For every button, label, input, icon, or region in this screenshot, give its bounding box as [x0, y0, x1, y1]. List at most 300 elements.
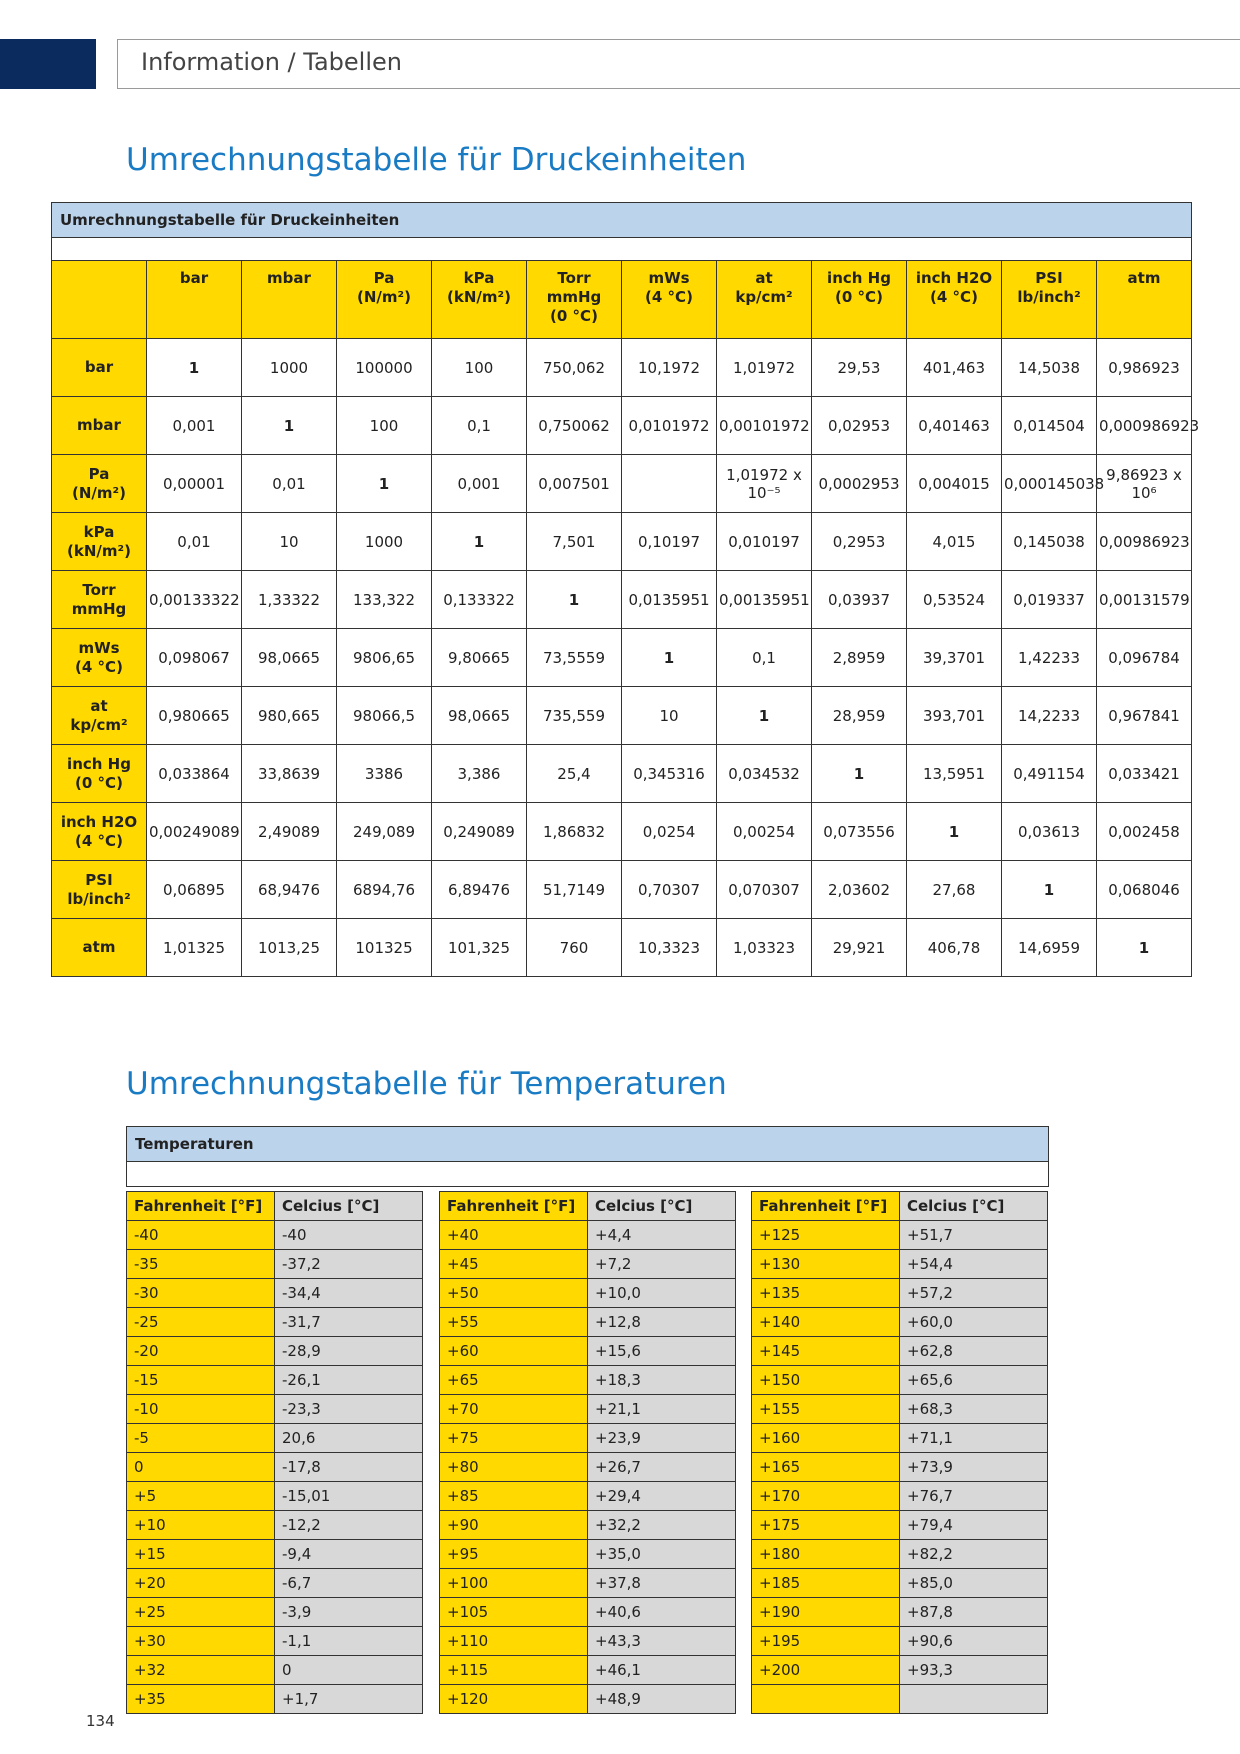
pressure-cell: 1: [717, 687, 812, 745]
temperature-table-1: [126, 1191, 423, 1714]
celcius-value: +10,0: [588, 1279, 736, 1308]
pressure-cell: 0,986923: [1097, 339, 1192, 397]
temperature-header-row: [127, 1192, 423, 1221]
pressure-cell: 14,2233: [1002, 687, 1097, 745]
pressure-cell: 750,062: [527, 339, 622, 397]
pressure-cell: 1000: [337, 513, 432, 571]
pressure-cell: 0,0101972: [622, 397, 717, 455]
pressure-cell: 1,01325: [147, 919, 242, 977]
pressure-row-header: [52, 397, 147, 455]
fahrenheit-value: +155: [752, 1395, 900, 1424]
fahrenheit-value: +80: [440, 1453, 588, 1482]
pressure-row: [52, 571, 1192, 629]
pressure-column-header: [432, 261, 527, 339]
row-header-line: inch H2O: [60, 812, 138, 831]
fahrenheit-value: -25: [127, 1308, 275, 1337]
pressure-cell: 0,750062: [527, 397, 622, 455]
fahrenheit-value: +10: [127, 1511, 275, 1540]
pressure-cell: 10,1972: [622, 339, 717, 397]
pressure-cell: 0,491154: [1002, 745, 1097, 803]
temperature-row: [752, 1337, 1048, 1366]
pressure-cell: 27,68: [907, 861, 1002, 919]
pressure-cell: 10: [622, 687, 717, 745]
temperature-row: [752, 1221, 1048, 1250]
temperature-row: [440, 1250, 736, 1279]
temperature-row: [127, 1569, 423, 1598]
celcius-value: +35,0: [588, 1540, 736, 1569]
fahrenheit-value: -5: [127, 1424, 275, 1453]
pressure-row: [52, 687, 1192, 745]
celcius-value: +12,8: [588, 1308, 736, 1337]
pressure-row-header: [52, 571, 147, 629]
column-header-line: mbar: [267, 269, 311, 287]
pressure-section-title: Umrechnungstabelle für Druckeinheiten: [126, 142, 747, 178]
pressure-cell: 0,70307: [622, 861, 717, 919]
fahrenheit-value: +55: [440, 1308, 588, 1337]
pressure-cell: 6,89476: [432, 861, 527, 919]
celcius-value: +54,4: [900, 1250, 1048, 1279]
column-header-line: (kN/m²): [447, 288, 511, 306]
fahrenheit-value: -10: [127, 1395, 275, 1424]
celcius-value: 20,6: [275, 1424, 423, 1453]
temperature-row: [752, 1453, 1048, 1482]
temperature-row: [440, 1279, 736, 1308]
column-header-line: atm: [1127, 269, 1161, 287]
row-header-line: mWs: [78, 638, 120, 657]
pressure-column-header: [1002, 261, 1097, 339]
celcius-value: -26,1: [275, 1366, 423, 1395]
pressure-cell: 0,098067: [147, 629, 242, 687]
fahrenheit-value: +115: [440, 1656, 588, 1685]
fahrenheit-value: +35: [127, 1685, 275, 1714]
celcius-value: +71,1: [900, 1424, 1048, 1453]
pressure-cell: 101,325: [432, 919, 527, 977]
pressure-cell: 0,096784: [1097, 629, 1192, 687]
celcius-value: +29,4: [588, 1482, 736, 1511]
temperature-caption: Temperaturen: [127, 1127, 1048, 1162]
pressure-cell: 0,2953: [812, 513, 907, 571]
temperature-row: [752, 1511, 1048, 1540]
fahrenheit-value: +130: [752, 1250, 900, 1279]
column-header-line: (4 °C): [930, 288, 978, 306]
temperature-row: [752, 1279, 1048, 1308]
celcius-value: +73,9: [900, 1453, 1048, 1482]
celcius-value: +76,7: [900, 1482, 1048, 1511]
fahrenheit-value: +125: [752, 1221, 900, 1250]
celcius-value: +32,2: [588, 1511, 736, 1540]
pressure-cell: 51,7149: [527, 861, 622, 919]
pressure-cell: 14,6959: [1002, 919, 1097, 977]
pressure-cell: 0,002458: [1097, 803, 1192, 861]
pressure-cell: 1: [1097, 919, 1192, 977]
pressure-cell: 33,8639: [242, 745, 337, 803]
pressure-cell: 0,401463: [907, 397, 1002, 455]
pressure-cell: 0,001: [432, 455, 527, 513]
pressure-cell: 101325: [337, 919, 432, 977]
temperature-row: [440, 1366, 736, 1395]
pressure-cell: 2,8959: [812, 629, 907, 687]
celcius-value: +48,9: [588, 1685, 736, 1714]
pressure-row: [52, 803, 1192, 861]
fahrenheit-value: +5: [127, 1482, 275, 1511]
pressure-cell: 1: [242, 397, 337, 455]
temperature-row: [440, 1540, 736, 1569]
pressure-cell: 28,959: [812, 687, 907, 745]
temperature-table-2: [439, 1191, 736, 1714]
celcius-value: +85,0: [900, 1569, 1048, 1598]
row-header-line: at: [90, 696, 108, 715]
fahrenheit-value: +60: [440, 1337, 588, 1366]
header-color-block: [0, 39, 96, 89]
pressure-row-header: [52, 513, 147, 571]
temperature-caption-box: [126, 1126, 1049, 1187]
row-header-line: (0 °C): [75, 773, 123, 792]
fahrenheit-value: +145: [752, 1337, 900, 1366]
pressure-row-header: [52, 687, 147, 745]
pressure-cell: 98,0665: [432, 687, 527, 745]
temperature-row: [440, 1627, 736, 1656]
temperature-row: [440, 1656, 736, 1685]
fahrenheit-value: -40: [127, 1221, 275, 1250]
row-header-line: atm: [82, 938, 116, 956]
temperature-row: [127, 1395, 423, 1424]
fahrenheit-header: Fahrenheit [°F]: [127, 1192, 275, 1221]
temperature-row: [127, 1366, 423, 1395]
row-header-line: (4 °C): [75, 831, 123, 850]
column-header-line: kp/cm²: [735, 288, 793, 306]
celcius-value: +26,7: [588, 1453, 736, 1482]
temperature-row: [127, 1540, 423, 1569]
row-header-line: (kN/m²): [67, 541, 131, 560]
fahrenheit-value: -30: [127, 1279, 275, 1308]
celcius-value: +82,2: [900, 1540, 1048, 1569]
celcius-value: +4,4: [588, 1221, 736, 1250]
temperature-row: [440, 1308, 736, 1337]
pressure-cell: 14,5038: [1002, 339, 1097, 397]
celcius-value: +43,3: [588, 1627, 736, 1656]
temperature-row: [440, 1453, 736, 1482]
pressure-cell: 980,665: [242, 687, 337, 745]
temperature-row: [752, 1656, 1048, 1685]
pressure-row: [52, 339, 1192, 397]
celcius-value: -28,9: [275, 1337, 423, 1366]
temperature-row: [127, 1337, 423, 1366]
row-header-line: Pa: [88, 464, 110, 483]
pressure-cell: [622, 455, 717, 513]
pressure-cell: 0,967841: [1097, 687, 1192, 745]
pressure-cell: 0,004015: [907, 455, 1002, 513]
pressure-cell: 133,322: [337, 571, 432, 629]
pressure-cell: 9,80665: [432, 629, 527, 687]
pressure-conversion-table: [51, 202, 1200, 977]
pressure-row-header: [52, 919, 147, 977]
pressure-cell: 0,007501: [527, 455, 622, 513]
temperature-row: [127, 1685, 423, 1714]
celcius-header: Celcius [°C]: [588, 1192, 736, 1221]
pressure-cell: 68,9476: [242, 861, 337, 919]
pressure-cell: 0,03613: [1002, 803, 1097, 861]
temperature-row: [127, 1511, 423, 1540]
pressure-cell: 2,49089: [242, 803, 337, 861]
temperature-row: [440, 1221, 736, 1250]
temperature-header-row: [440, 1192, 736, 1221]
pressure-cell: 0,00001: [147, 455, 242, 513]
temperature-row: [440, 1685, 736, 1714]
pressure-cell: 0,1: [432, 397, 527, 455]
column-header-line: mWs: [648, 269, 690, 287]
column-header-line: bar: [179, 269, 209, 287]
row-header-line: kPa: [83, 522, 115, 541]
pressure-row-header: [52, 339, 147, 397]
fahrenheit-value: +90: [440, 1511, 588, 1540]
fahrenheit-value: +40: [440, 1221, 588, 1250]
column-header-line: lb/inch²: [1017, 288, 1081, 306]
row-header-line: bar: [84, 358, 114, 376]
celcius-value: +65,6: [900, 1366, 1048, 1395]
fahrenheit-header: Fahrenheit [°F]: [752, 1192, 900, 1221]
pressure-column-header: [622, 261, 717, 339]
celcius-value: +23,9: [588, 1424, 736, 1453]
fahrenheit-value: -35: [127, 1250, 275, 1279]
temperature-row: [127, 1279, 423, 1308]
fahrenheit-value: +160: [752, 1424, 900, 1453]
fahrenheit-value: +110: [440, 1627, 588, 1656]
pressure-cell: 100000: [337, 339, 432, 397]
fahrenheit-value: +100: [440, 1569, 588, 1598]
pressure-cell: 0,001: [147, 397, 242, 455]
pressure-cell: 1,33322: [242, 571, 337, 629]
pressure-cell: 1: [1002, 861, 1097, 919]
temperature-row: [440, 1395, 736, 1424]
pressure-cell: 1,86832: [527, 803, 622, 861]
celcius-value: -12,2: [275, 1511, 423, 1540]
pressure-cell: 98,0665: [242, 629, 337, 687]
pressure-cell: 0,068046: [1097, 861, 1192, 919]
pressure-cell: 1013,25: [242, 919, 337, 977]
celcius-value: -3,9: [275, 1598, 423, 1627]
pressure-cell: 4,015: [907, 513, 1002, 571]
pressure-table-caption: Umrechnungstabelle für Druckeinheiten: [52, 203, 1192, 238]
pressure-cell: 0,000145038: [1002, 455, 1097, 513]
temperature-row: [752, 1366, 1048, 1395]
fahrenheit-value: +150: [752, 1366, 900, 1395]
temperature-row: [440, 1598, 736, 1627]
pressure-row-header: [52, 455, 147, 513]
celcius-value: -34,4: [275, 1279, 423, 1308]
celcius-value: +90,6: [900, 1627, 1048, 1656]
pressure-cell: 0,00249089: [147, 803, 242, 861]
fahrenheit-value: 0: [127, 1453, 275, 1482]
pressure-cell: 401,463: [907, 339, 1002, 397]
pressure-cell: 0,0254: [622, 803, 717, 861]
pressure-table-spacer: [52, 238, 1192, 261]
pressure-column-header: [147, 261, 242, 339]
column-header-line: at: [755, 269, 773, 287]
fahrenheit-value: +135: [752, 1279, 900, 1308]
celcius-value: -15,01: [275, 1482, 423, 1511]
pressure-cell: 0,06895: [147, 861, 242, 919]
fahrenheit-value: +20: [127, 1569, 275, 1598]
pressure-column-header: [717, 261, 812, 339]
pressure-cell: 0,01: [242, 455, 337, 513]
pressure-cell: 0,1: [717, 629, 812, 687]
pressure-cell: 1,42233: [1002, 629, 1097, 687]
temperature-row: [127, 1627, 423, 1656]
column-header-line: (0 °C): [550, 307, 598, 325]
temperature-row: [127, 1453, 423, 1482]
celcius-value: -1,1: [275, 1627, 423, 1656]
temperature-row: [127, 1598, 423, 1627]
temperature-row: [127, 1656, 423, 1685]
pressure-cell: 0,00986923: [1097, 513, 1192, 571]
pressure-row: [52, 513, 1192, 571]
pressure-cell: 29,921: [812, 919, 907, 977]
celcius-value: [900, 1685, 1048, 1714]
fahrenheit-value: +32: [127, 1656, 275, 1685]
temperature-row: [127, 1424, 423, 1453]
pressure-column-header: [242, 261, 337, 339]
pressure-cell: 760: [527, 919, 622, 977]
temperature-row: [752, 1395, 1048, 1424]
pressure-cell: 10: [242, 513, 337, 571]
pressure-cell: 0,249089: [432, 803, 527, 861]
celcius-value: +46,1: [588, 1656, 736, 1685]
fahrenheit-value: +105: [440, 1598, 588, 1627]
pressure-cell: 1,01972: [717, 339, 812, 397]
celcius-value: +37,8: [588, 1569, 736, 1598]
pressure-cell: 0,00133322: [147, 571, 242, 629]
column-header-line: mmHg: [546, 288, 602, 306]
celcius-value: 0: [275, 1656, 423, 1685]
pressure-cell: 9806,65: [337, 629, 432, 687]
celcius-value: +21,1: [588, 1395, 736, 1424]
fahrenheit-value: +25: [127, 1598, 275, 1627]
temperature-table-3: [751, 1191, 1048, 1714]
fahrenheit-value: +85: [440, 1482, 588, 1511]
celcius-value: +40,6: [588, 1598, 736, 1627]
pressure-cell: 0,0135951: [622, 571, 717, 629]
column-header-line: (4 °C): [645, 288, 693, 306]
celcius-value: -9,4: [275, 1540, 423, 1569]
temperature-row: [752, 1569, 1048, 1598]
column-header-line: (N/m²): [357, 288, 411, 306]
fahrenheit-value: +185: [752, 1569, 900, 1598]
pressure-cell: 0,145038: [1002, 513, 1097, 571]
celcius-value: +57,2: [900, 1279, 1048, 1308]
pressure-cell: 0,345316: [622, 745, 717, 803]
pressure-column-header: [1097, 261, 1192, 339]
header-title: Information / Tabellen: [141, 48, 402, 76]
celcius-value: -17,8: [275, 1453, 423, 1482]
temperature-section-title: Umrechnungstabelle für Temperaturen: [126, 1066, 727, 1102]
pressure-cell: 0,019337: [1002, 571, 1097, 629]
pressure-cell: 0,03937: [812, 571, 907, 629]
pressure-cell: 73,5559: [527, 629, 622, 687]
pressure-corner-cell: [52, 261, 147, 339]
temperature-row: [752, 1482, 1048, 1511]
celcius-value: +1,7: [275, 1685, 423, 1714]
pressure-cell: 0,010197: [717, 513, 812, 571]
pressure-cell: 0,033864: [147, 745, 242, 803]
temperature-row: [752, 1685, 1048, 1714]
celcius-value: +62,8: [900, 1337, 1048, 1366]
fahrenheit-value: +65: [440, 1366, 588, 1395]
row-header-line: mbar: [77, 416, 121, 434]
celcius-value: +7,2: [588, 1250, 736, 1279]
row-header-line: inch Hg: [67, 754, 131, 773]
pressure-cell: 7,501: [527, 513, 622, 571]
fahrenheit-value: +200: [752, 1656, 900, 1685]
pressure-row: [52, 861, 1192, 919]
celcius-header: Celcius [°C]: [900, 1192, 1048, 1221]
column-header-line: Pa: [373, 269, 395, 287]
pressure-cell: 1,03323: [717, 919, 812, 977]
pressure-cell: 1: [907, 803, 1002, 861]
temperature-row: [752, 1627, 1048, 1656]
celcius-value: +79,4: [900, 1511, 1048, 1540]
fahrenheit-value: +45: [440, 1250, 588, 1279]
pressure-row-header: [52, 629, 147, 687]
pressure-row: [52, 629, 1192, 687]
temperature-row: [440, 1511, 736, 1540]
celcius-value: -23,3: [275, 1395, 423, 1424]
fahrenheit-value: +95: [440, 1540, 588, 1569]
pressure-cell: 6894,76: [337, 861, 432, 919]
celcius-value: +68,3: [900, 1395, 1048, 1424]
temperature-row: [440, 1482, 736, 1511]
pressure-cell: 1,01972 x 10⁻⁵: [717, 455, 812, 513]
fahrenheit-value: +165: [752, 1453, 900, 1482]
pressure-cell: 0,014504: [1002, 397, 1097, 455]
temperature-row: [752, 1424, 1048, 1453]
fahrenheit-value: +15: [127, 1540, 275, 1569]
pressure-column-header: [337, 261, 432, 339]
pressure-row-header: [52, 861, 147, 919]
row-header-line: mmHg: [71, 599, 127, 618]
row-header-line: Torr: [82, 580, 116, 599]
pressure-cell: 0,033421: [1097, 745, 1192, 803]
celcius-value: +93,3: [900, 1656, 1048, 1685]
temperature-row: [752, 1540, 1048, 1569]
celcius-value: -40: [275, 1221, 423, 1250]
column-header-line: inch Hg: [827, 269, 891, 287]
column-header-line: kPa: [463, 269, 495, 287]
fahrenheit-value: +50: [440, 1279, 588, 1308]
pressure-cell: 3386: [337, 745, 432, 803]
celcius-header: Celcius [°C]: [275, 1192, 423, 1221]
pressure-cell: 13,5951: [907, 745, 1002, 803]
pressure-cell: 10,3323: [622, 919, 717, 977]
column-header-line: PSI: [1035, 269, 1063, 287]
pressure-cell: 393,701: [907, 687, 1002, 745]
pressure-cell: 0,073556: [812, 803, 907, 861]
pressure-cell: 0,00101972: [717, 397, 812, 455]
temperature-row: [127, 1482, 423, 1511]
celcius-value: -6,7: [275, 1569, 423, 1598]
pressure-cell: 0,10197: [622, 513, 717, 571]
pressure-cell: 0,02953: [812, 397, 907, 455]
celcius-value: -37,2: [275, 1250, 423, 1279]
pressure-cell: 25,4: [527, 745, 622, 803]
column-header-line: (0 °C): [835, 288, 883, 306]
temperature-row: [752, 1308, 1048, 1337]
pressure-cell: 406,78: [907, 919, 1002, 977]
pressure-row: [52, 455, 1192, 513]
row-header-line: kp/cm²: [70, 715, 128, 734]
pressure-column-header: [812, 261, 907, 339]
pressure-cell: 100: [337, 397, 432, 455]
fahrenheit-value: -15: [127, 1366, 275, 1395]
